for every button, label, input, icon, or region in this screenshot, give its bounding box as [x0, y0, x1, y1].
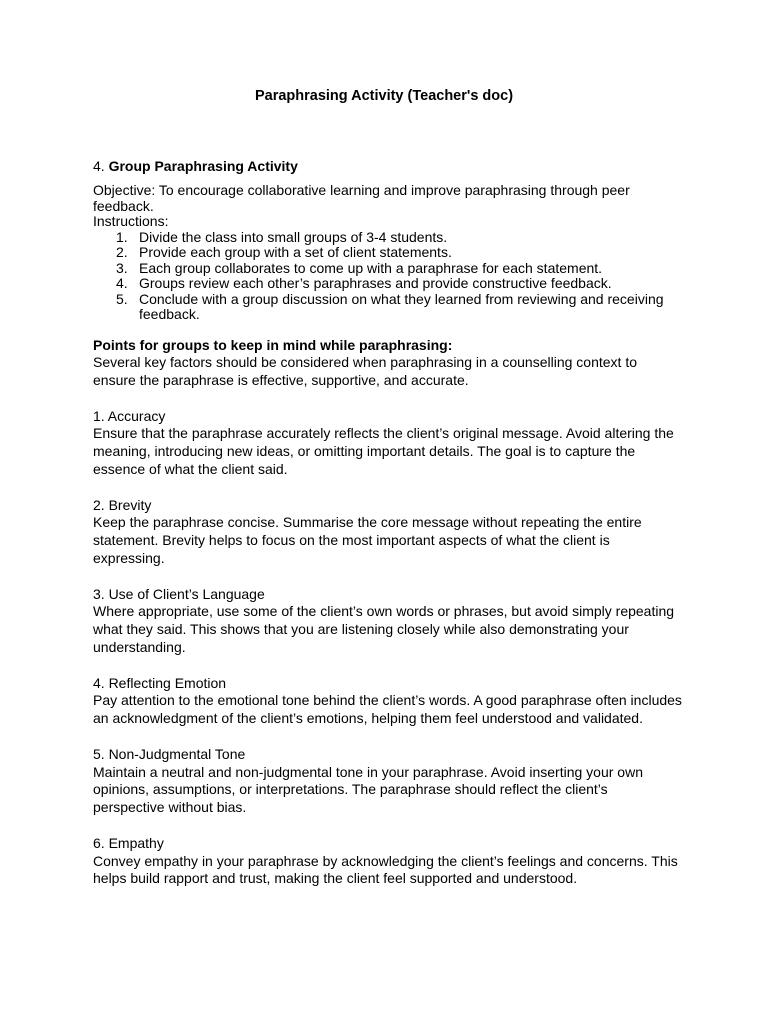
- list-item: [93, 230, 683, 246]
- list-item-text: Each group collaborates to come up with a paraphrase for each statement.: [139, 259, 603, 276]
- point-body: Maintain a neutral and non-judgmental tone in your paraphrase. Avoid inserting your own opinions, assumptions, or interpretations. The paraphrase should reflect the client’s perspective without bias.: [93, 763, 643, 816]
- points-heading: Points for groups to keep in mind while paraphrasing:: [93, 336, 453, 353]
- point-body: Keep the paraphrase concise. Summarise the core message without repeating the entire statement. Brevity helps to focus on the most important aspects of what the client is expressing.: [93, 514, 642, 567]
- point-body: Convey empathy in your paraphrase by acknowledging the client’s feelings and concerns. This helps build rapport and trust, making the client feel supported and understood.: [93, 852, 678, 887]
- list-item-text: Conclude with a group discussion on what they learned from reviewing and receiving feedback.: [139, 290, 664, 322]
- list-item-number: 5.: [116, 290, 128, 307]
- point-section: [93, 408, 683, 479]
- point-title: 6. Empathy: [93, 834, 164, 851]
- list-item: [93, 261, 683, 277]
- list-item-number: 3.: [116, 259, 128, 276]
- list-item-number: 2.: [116, 244, 128, 260]
- document-title: Paraphrasing Activity (Teacher's doc): [254, 88, 514, 104]
- point-section: [93, 746, 683, 817]
- point-body: Where appropriate, use some of the client’s own words or phrases, but avoid simply repeating what they said. This shows that you are listening closely while also demonstrating your understanding.: [93, 603, 675, 656]
- point-body: Ensure that the paraphrase accurately reflects the client’s original message. Avoid altering the meaning, introducing new ideas, or omitting important details. The goal is to capture the essence of what the client said.: [93, 425, 674, 478]
- point-section: [93, 497, 683, 568]
- point-title: 3. Use of Client’s Language: [93, 585, 265, 602]
- point-title: 5. Non-Judgmental Tone: [93, 745, 246, 762]
- activity-heading: [93, 158, 683, 175]
- list-item-number: 1.: [116, 228, 128, 245]
- point-section: [93, 586, 683, 657]
- point-title: 4. Reflecting Emotion: [93, 674, 227, 691]
- point-body: Pay attention to the emotional tone behind the client’s words. A good paraphrase often includes an acknowledgment of the client’s emotions, helping them feel understood and validated.: [93, 692, 682, 727]
- activity-title: Group Paraphrasing Activity: [108, 158, 298, 174]
- activity-number: 4.: [93, 158, 105, 174]
- point-section: [93, 835, 683, 888]
- point-title: 1. Accuracy: [93, 407, 166, 424]
- instructions-list: [93, 230, 683, 323]
- document-body: [93, 158, 683, 888]
- list-item-text: Divide the class into small groups of 3-4 students.: [139, 228, 448, 245]
- list-item-text: Provide each group with a set of client statements.: [139, 244, 452, 260]
- list-item-text: Groups review each other’s paraphrases and provide constructive feedback.: [139, 275, 612, 291]
- list-item: [93, 292, 683, 323]
- point-section: [93, 675, 683, 728]
- list-item-number: 4.: [116, 275, 128, 291]
- list-item: [93, 245, 683, 261]
- point-title: 2. Brevity: [93, 496, 152, 513]
- points-intro: Several key factors should be considered when paraphrasing in a counselling context to ensure the paraphrase is effective, supportive, and accurate.: [93, 354, 637, 389]
- list-item: [93, 276, 683, 292]
- activity-objective: Objective: To encourage collaborative learning and improve paraphrasing through peer feedback.: [93, 182, 630, 214]
- instructions-label: Instructions:: [93, 213, 169, 229]
